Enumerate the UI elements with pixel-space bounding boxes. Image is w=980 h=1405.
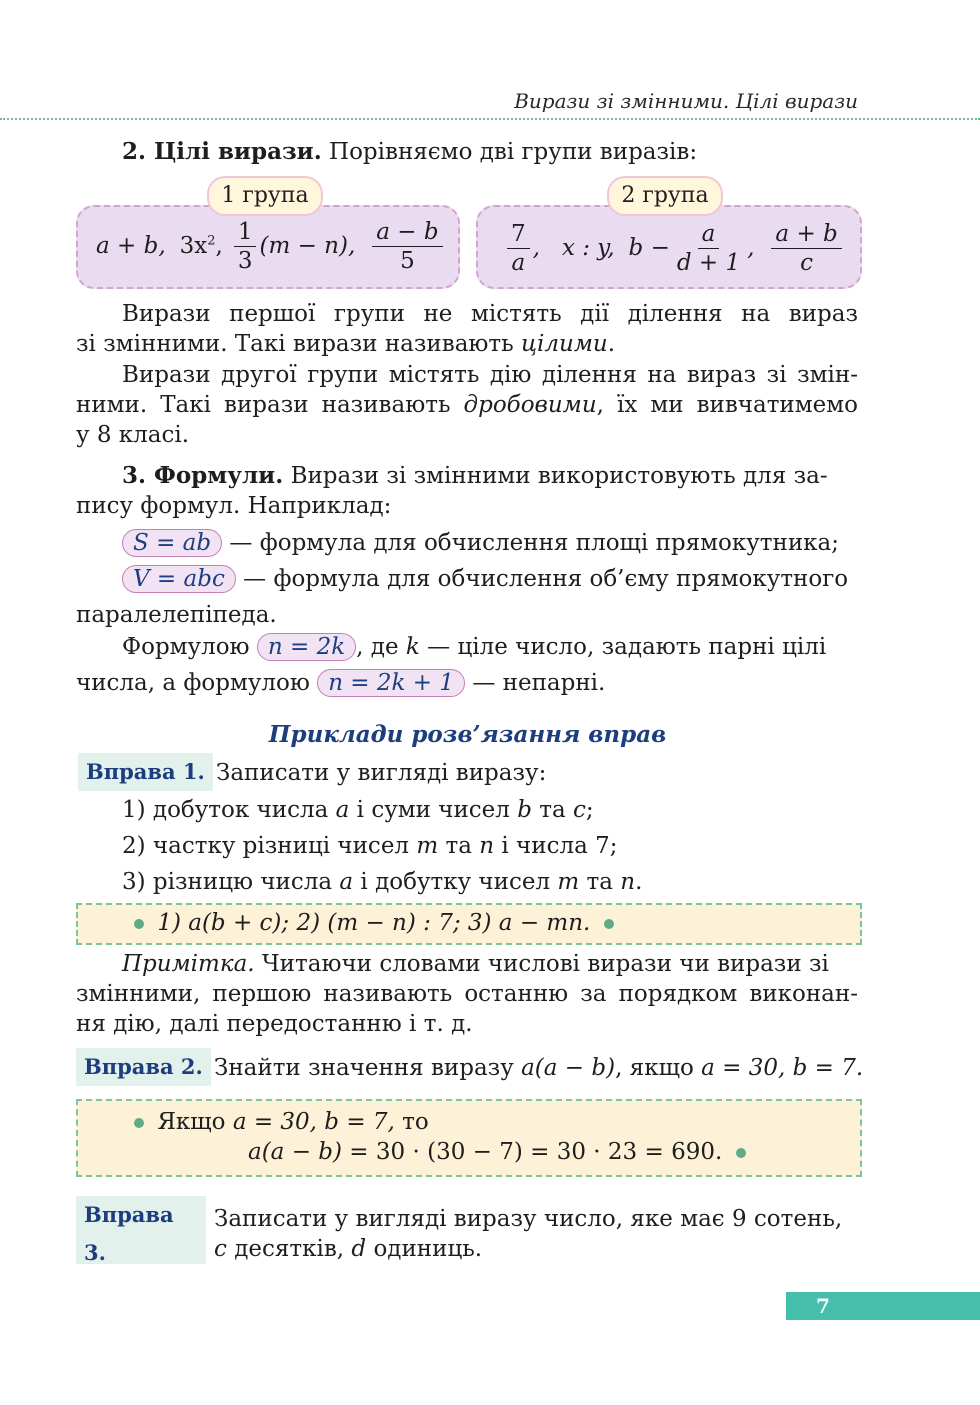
ex2-ans-expression: a(a − b): [248, 1139, 342, 1165]
ex2-expression: a(a − b): [521, 1055, 616, 1081]
note-label: Примітка.: [122, 951, 255, 977]
formula-area-desc: — формула для обчислення площі прямокутника;: [229, 530, 840, 556]
ex1-i1-var-b: b: [517, 797, 532, 823]
g2-frac2-num: a: [698, 221, 720, 249]
bullet-start-icon: [134, 1118, 144, 1128]
g2-expr2: x : y,: [561, 235, 615, 261]
exercise3-line2: [214, 1234, 482, 1264]
formula-volume-desc2: паралелепіпеда.: [76, 602, 277, 628]
formula-odd: n = 2k + 1: [317, 669, 465, 697]
ex3-var-c: c: [214, 1236, 227, 1262]
g2-fraction-2: [673, 221, 744, 276]
exercise1-item3: [122, 867, 642, 897]
term-integer: цілими: [521, 331, 608, 357]
ex2-condition: a = 30, b = 7.: [701, 1055, 864, 1081]
section3-heading: 3. Формули.: [122, 462, 284, 489]
exercise2-answer-line2: [248, 1137, 752, 1167]
exercise3-line1: Записати у вигляді виразу число, яке має 9 сотень,: [214, 1206, 843, 1232]
ex1-i1-text: 1) добуток числа: [122, 797, 336, 823]
formula-even-mid: , де: [356, 634, 406, 660]
p2-line3: у 8 класі.: [76, 422, 190, 448]
examples-title: Приклади розв’язання вправ: [268, 721, 667, 748]
exercise1-item2: [122, 831, 617, 861]
var-k: k: [405, 634, 420, 660]
formula-odd-desc: — непарні.: [472, 670, 606, 696]
formula-even-desc: — ціле число, задають парні цілі: [419, 634, 827, 660]
page-number: 7: [786, 1292, 980, 1320]
ex1-i3-end: .: [635, 869, 643, 895]
ex3-text-a: десятків,: [226, 1236, 352, 1262]
exercise3-label: Вправа 3.: [76, 1196, 206, 1264]
g1-fraction-2: [372, 219, 442, 274]
g2-comma1: ,: [532, 235, 540, 261]
ex1-i2-var-n: n: [479, 833, 495, 859]
p1-line2: [76, 329, 615, 359]
note-text1: Читаючи словами числові вирази чи вирази зі: [254, 951, 829, 977]
bullet-end-icon: [604, 919, 614, 929]
exercise2-label: Вправа 2.: [76, 1048, 211, 1086]
g2-frac3-num: a + b: [771, 221, 841, 249]
group1-label: 1 група: [207, 176, 323, 216]
g1-frac-den: 3: [237, 247, 253, 274]
g1-expr3: (m − n),: [259, 233, 356, 259]
note-line3: ня дію, далі передостанню і т. д.: [76, 1011, 473, 1037]
g1-comma: ,: [215, 233, 223, 259]
g2-comma2: ,: [747, 235, 755, 261]
exercise1-item1: [122, 795, 594, 825]
g2-fraction-3: [771, 221, 841, 276]
running-head: Вирази зі змінними. Цілі вирази: [514, 89, 858, 113]
exercise1-text: Записати у вигляді виразу:: [216, 760, 547, 786]
ex1-i2-text: 2) частку різниці чисел: [122, 833, 417, 859]
g1-frac2-num: a − b: [372, 219, 442, 247]
g2-fraction-1: [507, 221, 530, 276]
ex1-i2-text2: та: [438, 833, 480, 859]
g2-frac1-num: 7: [507, 221, 530, 249]
formula-volume-desc: — формула для обчислення об’єму прямокутного: [243, 566, 849, 592]
exercise1-answer-text: 1) a(b + c); 2) (m − n) : 7; 3) a − mn.: [157, 910, 591, 936]
section2-intro: Порівняємо дві групи виразів:: [329, 139, 698, 165]
g1-coef: [180, 233, 223, 259]
g1-exponent: 2: [207, 233, 216, 249]
ex1-i1-end: ;: [585, 797, 594, 823]
section3-line1-text: Вирази зі змінними використовують для за-: [290, 463, 828, 489]
section2-intro-line: [122, 137, 697, 167]
ex2-ans-text-c: то: [394, 1109, 429, 1135]
group2-expressions: [504, 220, 845, 276]
exercise2-text: [214, 1053, 863, 1083]
g2-frac3-den: c: [800, 249, 814, 276]
formula-odd-line: [76, 668, 605, 698]
ex1-i3-var-m: m: [557, 869, 580, 895]
ex1-i3-text2: і добутку чисел: [353, 869, 558, 895]
formula-area-line: [122, 528, 839, 558]
header-divider: [0, 118, 980, 120]
p1-line2-text: зі змінними. Такі вирази називають: [76, 331, 521, 357]
ex1-i3-var-n: n: [620, 869, 636, 895]
g1-fraction-one-third: [234, 219, 257, 274]
ex1-i1-var-a: a: [335, 797, 350, 823]
section2-heading: 2. Цілі вирази.: [122, 138, 322, 165]
ex1-i2-var-m: m: [416, 833, 439, 859]
formula-volume: V = abc: [122, 565, 236, 593]
formula-area: S = ab: [122, 529, 222, 557]
formula-even-pre: Формулою: [122, 634, 250, 660]
g2-expr3: b −: [628, 235, 670, 261]
g1-expr1: a + b,: [96, 233, 166, 259]
p2-line2-text: ними. Такі вирази називають: [76, 392, 464, 418]
g1-frac-num: 1: [234, 219, 257, 247]
g1-frac2-den: 5: [400, 247, 415, 274]
ex2-ans-values: a = 30, b = 7,: [232, 1109, 395, 1135]
formula-even-line: [122, 632, 826, 662]
term-fractional: дробовими: [463, 392, 597, 418]
p2-line2: [76, 390, 858, 420]
bullet-end-icon: [736, 1148, 746, 1158]
ex1-i1-var-c: c: [573, 797, 586, 823]
g2-frac1-den: a: [511, 249, 526, 276]
group1-expressions: [96, 220, 446, 272]
note-line2: змінними, першою називають останню за порядком виконан-: [76, 981, 858, 1007]
ex2-text-b: , якщо: [615, 1055, 702, 1081]
g2-frac2-den: d + 1: [676, 249, 741, 276]
ex2-text-a: Знайти значення виразу: [214, 1055, 522, 1081]
ex1-i3-text3: та: [579, 869, 621, 895]
bullet-start-icon: [134, 919, 144, 929]
p2-line2-end: , їх ми вивчатимемо: [596, 392, 859, 418]
section3-line2: пису формул. Наприклад:: [76, 493, 392, 519]
exercise2-answer-line1: [128, 1107, 429, 1137]
ex1-i1-text3: та: [531, 797, 574, 823]
exercise1-answer: [128, 908, 620, 938]
ex3-var-d: d: [351, 1236, 367, 1262]
ex1-i1-text2: і суми чисел: [349, 797, 518, 823]
p1-line2-end: .: [607, 331, 616, 357]
formula-even: n = 2k: [257, 633, 356, 661]
ex2-ans-computation: = 30 · (30 − 7) = 30 · 23 = 690.: [342, 1139, 723, 1165]
ex3-text-b: одиниць.: [366, 1236, 483, 1262]
ex1-i2-end: і числа 7;: [494, 833, 618, 859]
section3-line1: [122, 461, 858, 491]
group2-label: 2 група: [607, 176, 723, 216]
note-line1: [122, 949, 858, 979]
p2-line1: Вирази другої групи містять дію ділення на вираз зі змін-: [122, 362, 858, 388]
formula-odd-pre: числа, а формулою: [76, 670, 310, 696]
ex1-i3-var-a: a: [339, 869, 354, 895]
exercise1-label: Вправа 1.: [78, 753, 213, 791]
ex2-ans-text-a: Якщо: [157, 1109, 233, 1135]
g1-expr2: 3x: [179, 233, 208, 259]
p1-line1: Вирази першої групи не містять дії ділення на вираз: [122, 301, 858, 327]
formula-volume-line: [122, 564, 848, 594]
ex1-i3-text: 3) різницю числа: [122, 869, 340, 895]
